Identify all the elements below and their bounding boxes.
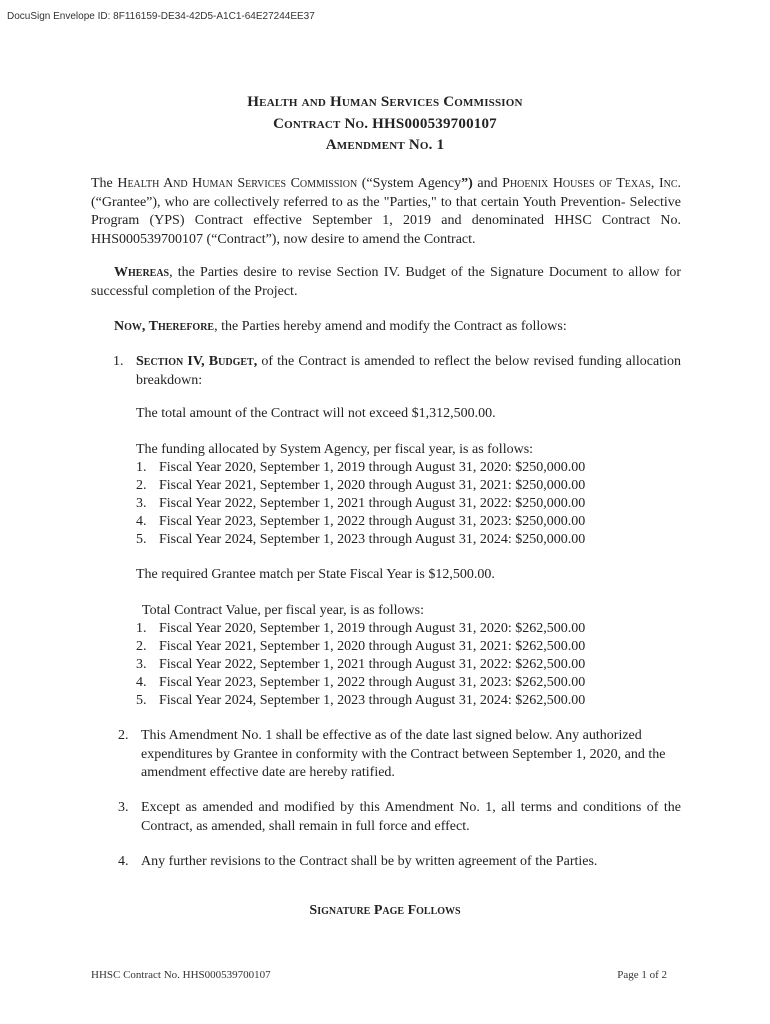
envelope-id: DocuSign Envelope ID: 8F116159-DE34-42D5-A1C1-64E27244EE37 [7,11,315,22]
contract-total: The total amount of the Contract will not exceed $1,312,500.00. [136,406,496,421]
funding-intro: The funding allocated by System Agency, per fiscal year, is as follows: [136,442,534,457]
list-item: 5. Fiscal Year 2024, September 1, 2023 through August 31, 2024: $262,500.00 [136,693,586,708]
header-commission: Health and Human Services Commission [247,94,523,110]
intro-paragraph: The Health And Human Services Commission (“System Agency”) and Phoenix Houses of Texas, Inc. (“Grantee”), who are collectively referred to as the "Parties," to that certain Youth Prevention- Selective Program (YPS) Contract effective September 1, 2019 and denominated HHSC Contract No. HHS000539700107 (“Contract”), now desire to amend the Contract. [91,176,682,247]
list-item: 3. Fiscal Year 2022, September 1, 2021 through August 31, 2022: $262,500.00 [136,657,586,672]
section-iv-budget: Section IV, Budget, [136,354,258,369]
list-item: 4. Fiscal Year 2023, September 1, 2022 through August 31, 2023: $262,500.00 [136,675,586,690]
list-item: 5. Fiscal Year 2024, September 1, 2023 through August 31, 2024: $250,000.00 [136,532,586,547]
list-item-1: 1. Section IV, Budget, of the Contract is amended to reflect the below revised funding allocation breakdown: [113,354,681,388]
agency-name: Health And Human Services Commission [117,176,358,191]
list-item: 1. Fiscal Year 2020, September 1, 2019 through August 31, 2020: $262,500.00 [136,621,586,636]
list-item: 2. Fiscal Year 2021, September 1, 2020 through August 31, 2021: $262,500.00 [136,639,586,654]
list-item-2: 2. This Amendment No. 1 shall be effective as of the date last signed below. Any authorized expenditures by Grantee in conformity with the Contract between September 1, 2020, and the amendment effective date are hereby ratified. [118,728,666,780]
list-item: 1. Fiscal Year 2020, September 1, 2019 through August 31, 2020: $250,000.00 [136,460,586,475]
list-item-4: 4. Any further revisions to the Contract shall be by written agreement of the Parties. [118,854,598,869]
header-contract-number: Contract No. HHS000539700107 [273,116,497,132]
now-therefore-paragraph: Now, Therefore, the Parties hereby amend and modify the Contract as follows: [114,319,567,334]
footer-contract-number: HHSC Contract No. HHS000539700107 [91,969,271,981]
list-item: 3. Fiscal Year 2022, September 1, 2021 through August 31, 2022: $250,000.00 [136,496,586,511]
header-amendment-number: Amendment No. 1 [325,137,445,153]
footer-page-number: Page 1 of 2 [617,969,667,981]
grantee-name: Phoenix Houses of Texas, Inc. [502,176,682,191]
value-intro: Total Contract Value, per fiscal year, is as follows: [142,603,425,618]
whereas-paragraph: Whereas, the Parties desire to revise Section IV. Budget of the Signature Document to allow for successful completion of the Project. [91,265,681,299]
list-item: 4. Fiscal Year 2023, September 1, 2022 through August 31, 2023: $250,000.00 [136,514,586,529]
signature-page-follows: Signature Page Follows [309,903,461,918]
grantee-match: The required Grantee match per State Fiscal Year is $12,500.00. [136,567,495,582]
list-item-3: 3. Except as amended and modified by this Amendment No. 1, all terms and conditions of the Contract, as amended, shall remain in full force and effect. [118,800,681,834]
list-item: 2. Fiscal Year 2021, September 1, 2020 through August 31, 2021: $250,000.00 [136,478,586,493]
